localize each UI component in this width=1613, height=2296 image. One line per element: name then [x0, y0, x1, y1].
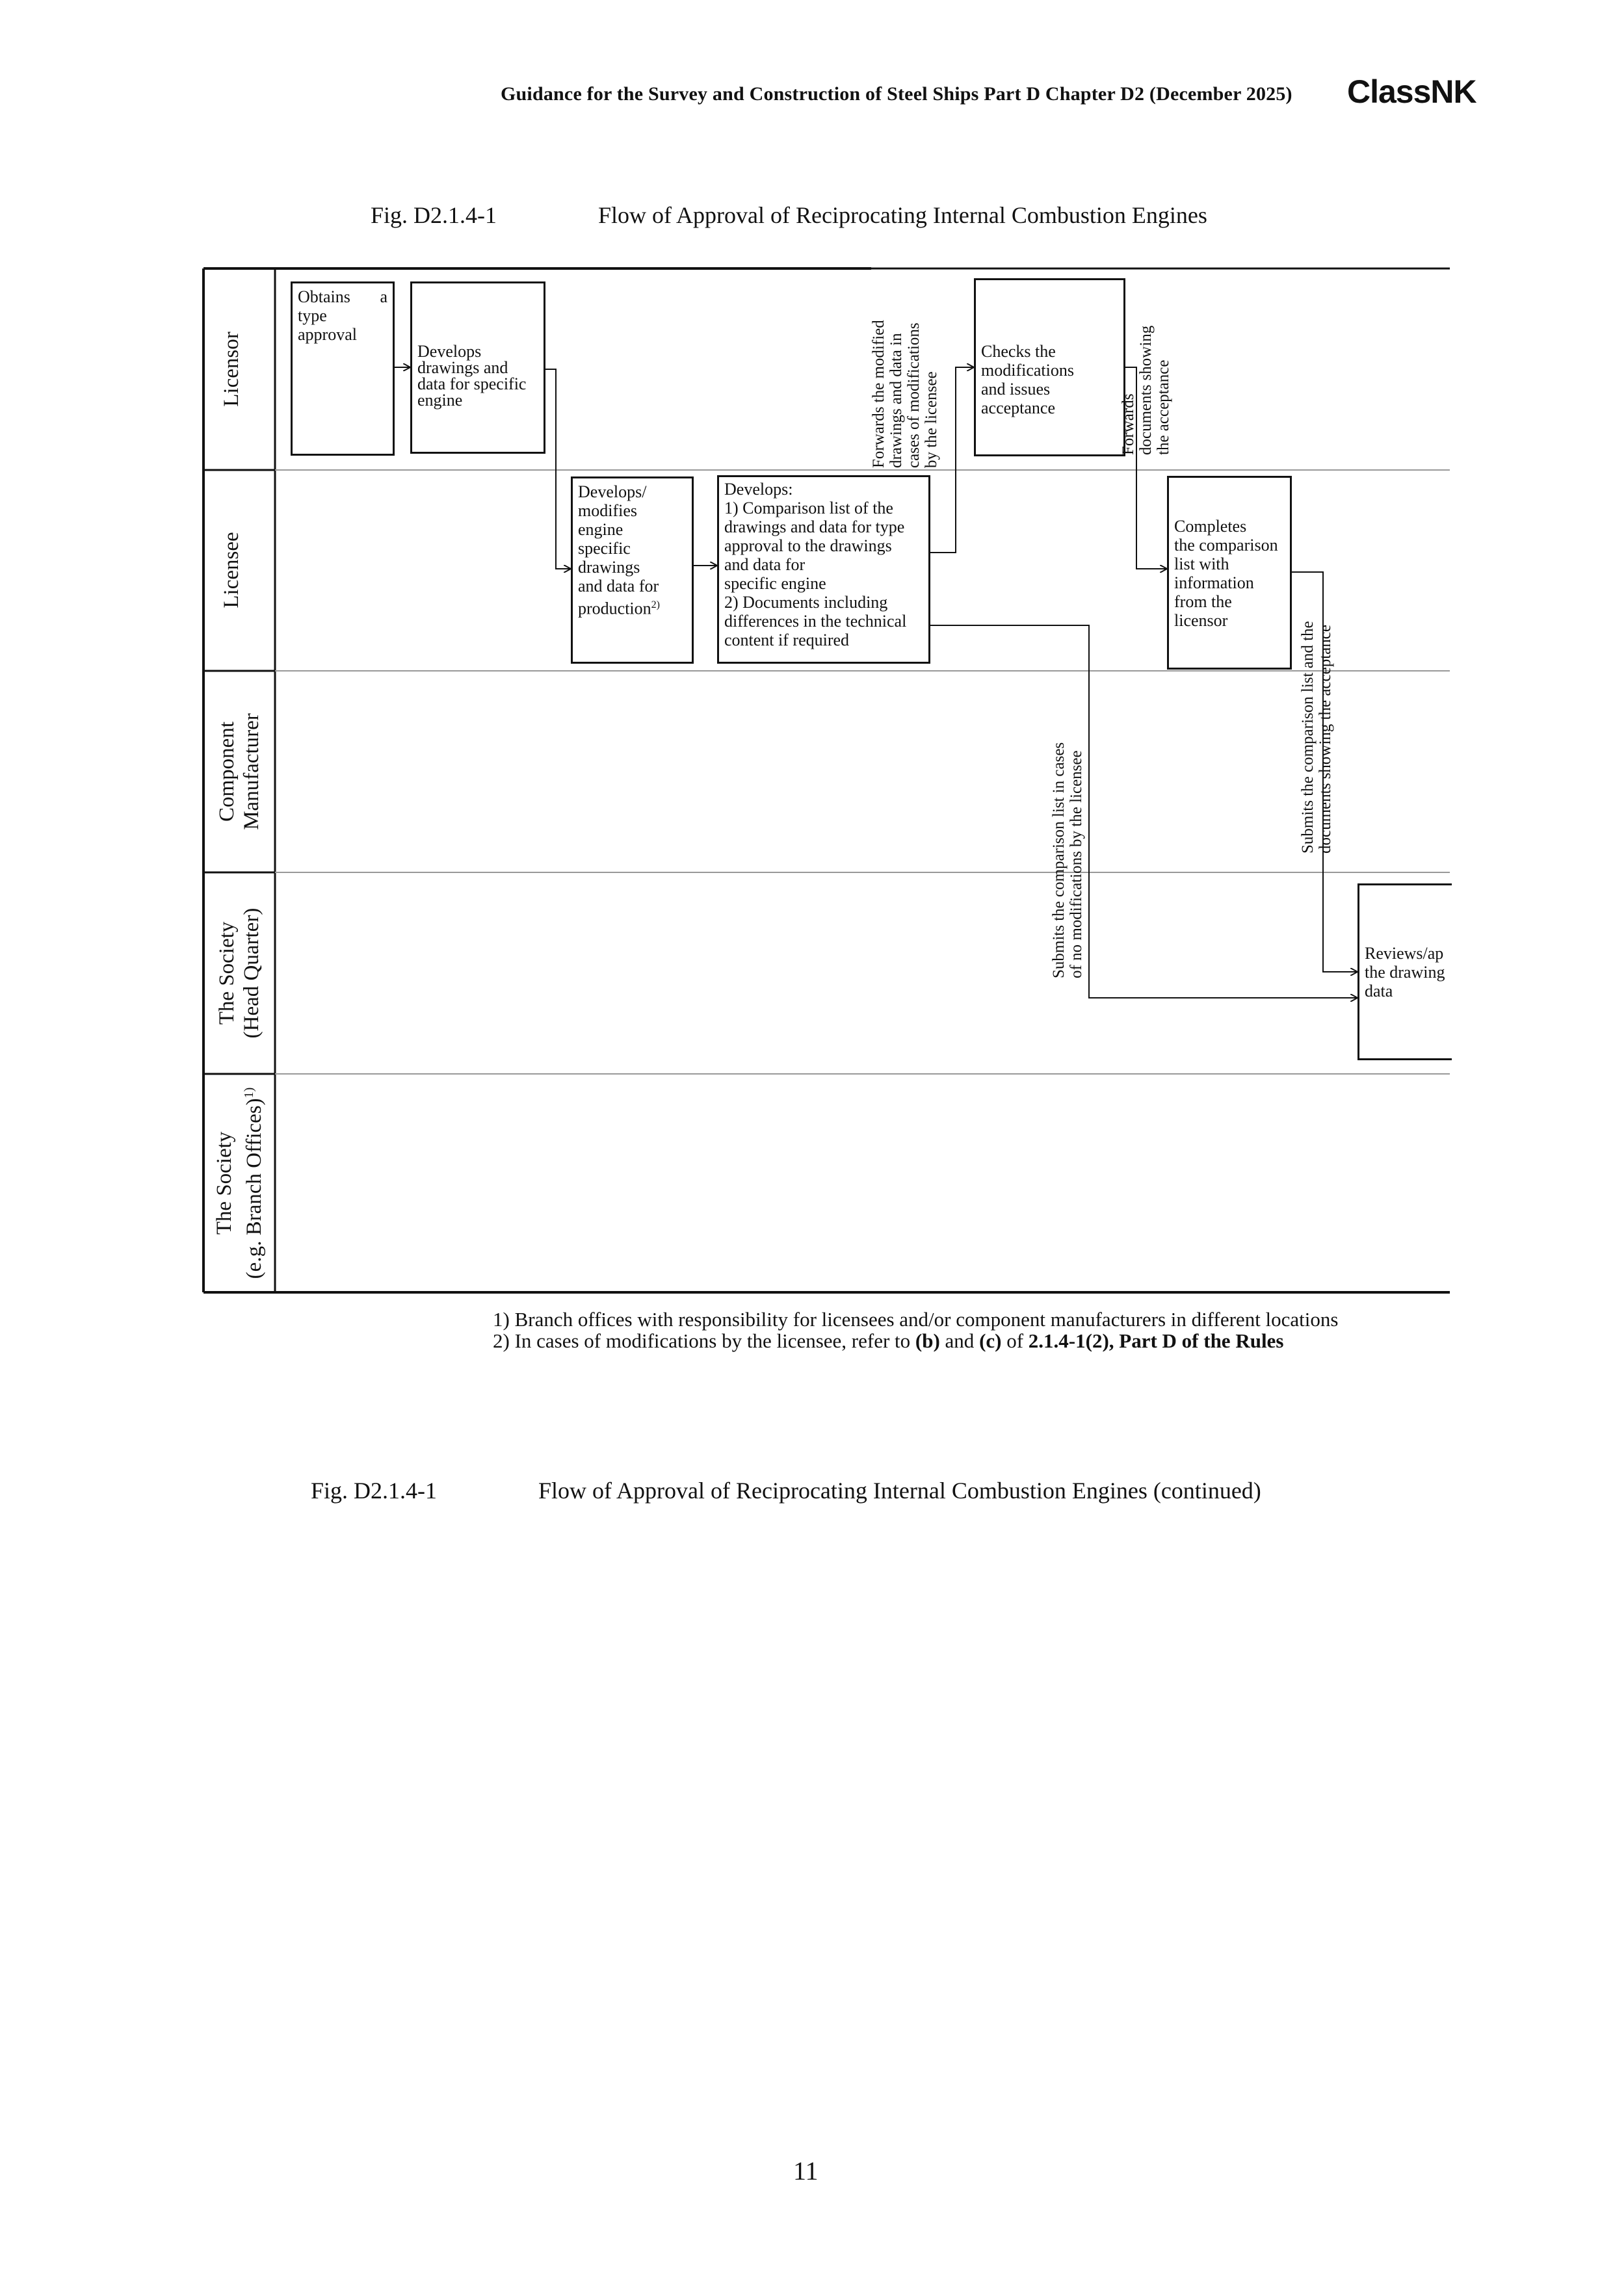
box-obtains-line3: approval — [298, 325, 357, 344]
box-obtains-line1: Obtains a — [298, 287, 387, 306]
box-reviews-line2: the drawing — [1365, 963, 1445, 982]
footnote-2-and: and — [939, 1329, 980, 1352]
box-completes-comparison-list — [1167, 476, 1292, 670]
running-header: Guidance for the Survey and Construction of Steel Ships Part D Chapter D2 (December 2025) — [501, 83, 1292, 105]
box-completes-line6: licensor — [1174, 611, 1228, 630]
box-modifies-line5: drawings — [578, 558, 640, 577]
label-fwd-mod-line1: Forwards the modified — [870, 320, 887, 468]
box-checks-modifications — [974, 278, 1125, 456]
arrow-develops-to-modifies — [545, 369, 571, 569]
box-completes-line4: information — [1174, 573, 1254, 592]
box-reviews-drawings — [1357, 883, 1452, 1060]
box-develops-line4: engine — [417, 391, 463, 410]
footnote-2-prefix: 2) In cases of modifications by the licensee, refer to — [493, 1329, 915, 1352]
label-fwd-mod-line2: drawings and data in — [887, 333, 905, 468]
lane-label-society-hq — [215, 908, 264, 1039]
footnote-2-ref: 2.1.4-1(2), Part D of the Rules — [1028, 1329, 1284, 1352]
lane-component-line2: Manufacturer — [240, 713, 263, 830]
classnk-logo: ClassNK — [1347, 73, 1476, 110]
lane-component-line1: Component — [215, 722, 239, 822]
label-forwards-modified-drawings — [870, 320, 940, 468]
lane-label-licensor — [219, 332, 244, 406]
figure2-number: Fig. D2.1.4-1 — [311, 1478, 438, 1504]
lane-licensee-text: Licensee — [220, 532, 243, 608]
footnote-2-of: of — [1001, 1329, 1029, 1352]
lane-society-hq-line2: (Head Quarter) — [240, 907, 263, 1039]
box-list-line1: Develops: — [724, 480, 793, 499]
box-develops-line3: data for specific — [417, 374, 527, 393]
lane-society-branch-line1: The Society — [213, 1131, 236, 1235]
box-modifies-line4: specific — [578, 539, 631, 558]
lane-society-branch-line2: (e.g. Branch Offices) — [243, 1098, 266, 1279]
lane-label-licensee — [219, 532, 244, 608]
box-develops-comparison-list — [717, 475, 930, 664]
box-modifies-line7: production — [578, 599, 651, 618]
footnote-2 — [493, 1329, 1283, 1353]
box-modifies-line6: and data for — [578, 577, 659, 595]
label-submits-comparison-list — [1299, 621, 1334, 854]
box-obtains-type-approval — [291, 281, 395, 456]
label-fwd-docs-line3: the acceptance — [1155, 359, 1172, 455]
box-completes-line3: list with — [1174, 554, 1229, 573]
box-list-line7: 2) Documents including — [724, 593, 888, 612]
label-fwd-docs-line1: Forwards — [1120, 393, 1137, 455]
box-list-line2: 1) Comparison list of the — [724, 499, 893, 517]
box-list-line4: approval to the drawings — [724, 536, 892, 555]
arrow-list-to-reviews — [930, 625, 1357, 998]
label-submits-list-line1: Submits the comparison list and the — [1299, 621, 1317, 854]
label-fwd-docs-line2: documents showing — [1137, 325, 1155, 455]
label-submits-nomod-line2: of no modifications by the licensee — [1068, 750, 1085, 978]
box-list-line5: and data for — [724, 555, 806, 574]
box-checks-line1: Checks the — [981, 342, 1056, 361]
box-obtains-line2: type — [298, 306, 327, 325]
box-list-line9: content if required — [724, 631, 850, 649]
box-modifies-footnote-mark: 2) — [651, 599, 660, 610]
lane-licensor-text: Licensor — [220, 332, 243, 407]
box-checks-line3: and issues — [981, 380, 1051, 398]
box-checks-line2: modifications — [981, 361, 1074, 380]
box-develops-modifies-engine — [571, 476, 694, 664]
label-fwd-mod-line4: by the licensee — [923, 371, 940, 468]
lane-society-hq-line1: The Society — [215, 921, 239, 1025]
figure-number: Fig. D2.1.4-1 — [371, 202, 497, 228]
label-submits-list-line2: documents showing the acceptance — [1317, 625, 1334, 854]
box-reviews-line1: Reviews/ap — [1365, 944, 1444, 963]
box-list-line6: specific engine — [724, 574, 826, 593]
box-develops-line1: Develops — [417, 342, 482, 361]
box-list-line8: differences in the technical — [724, 612, 907, 631]
footnote-2-c: (c) — [979, 1329, 1002, 1352]
box-develops-line2: drawings and — [417, 358, 508, 377]
lane-society-branch-line2-wrap — [237, 1088, 267, 1279]
figure-title: Flow of Approval of Reciprocating Internal Combustion Engines — [598, 202, 1207, 228]
box-modifies-line7-wrap — [578, 595, 687, 618]
box-modifies-line1: Develops/ — [578, 482, 647, 501]
footnote-2-b: (b) — [915, 1329, 940, 1352]
footnote-1: 1) Branch offices with responsibility for licensees and/or component manufacturers in different locations — [493, 1308, 1339, 1331]
box-modifies-line3: engine — [578, 520, 623, 539]
box-list-line3: drawings and data for type — [724, 517, 905, 536]
box-completes-line2: the comparison — [1174, 536, 1278, 554]
box-completes-line5: from the — [1174, 592, 1232, 611]
box-checks-line4: acceptance — [981, 398, 1056, 417]
figure2-title: Flow of Approval of Reciprocating Internal Combustion Engines (continued) — [538, 1478, 1261, 1504]
box-completes-line1: Completes — [1174, 517, 1247, 536]
box-reviews-line3: data — [1365, 982, 1393, 1000]
label-submits-nomod-line1: Submits the comparison list in cases — [1050, 742, 1068, 978]
lane-label-component-manufacturer — [215, 713, 264, 830]
label-submits-no-modifications — [1050, 742, 1085, 978]
box-develops-specific-engine — [410, 281, 545, 454]
lane-footnote-mark: 1) — [242, 1087, 256, 1099]
label-forwards-acceptance-docs — [1120, 326, 1172, 455]
box-modifies-line2: modifies — [578, 501, 637, 520]
label-fwd-mod-line3: cases of modifications — [905, 322, 923, 468]
page-number: 11 — [793, 2156, 819, 2185]
lane-label-society-branch — [212, 1088, 267, 1279]
